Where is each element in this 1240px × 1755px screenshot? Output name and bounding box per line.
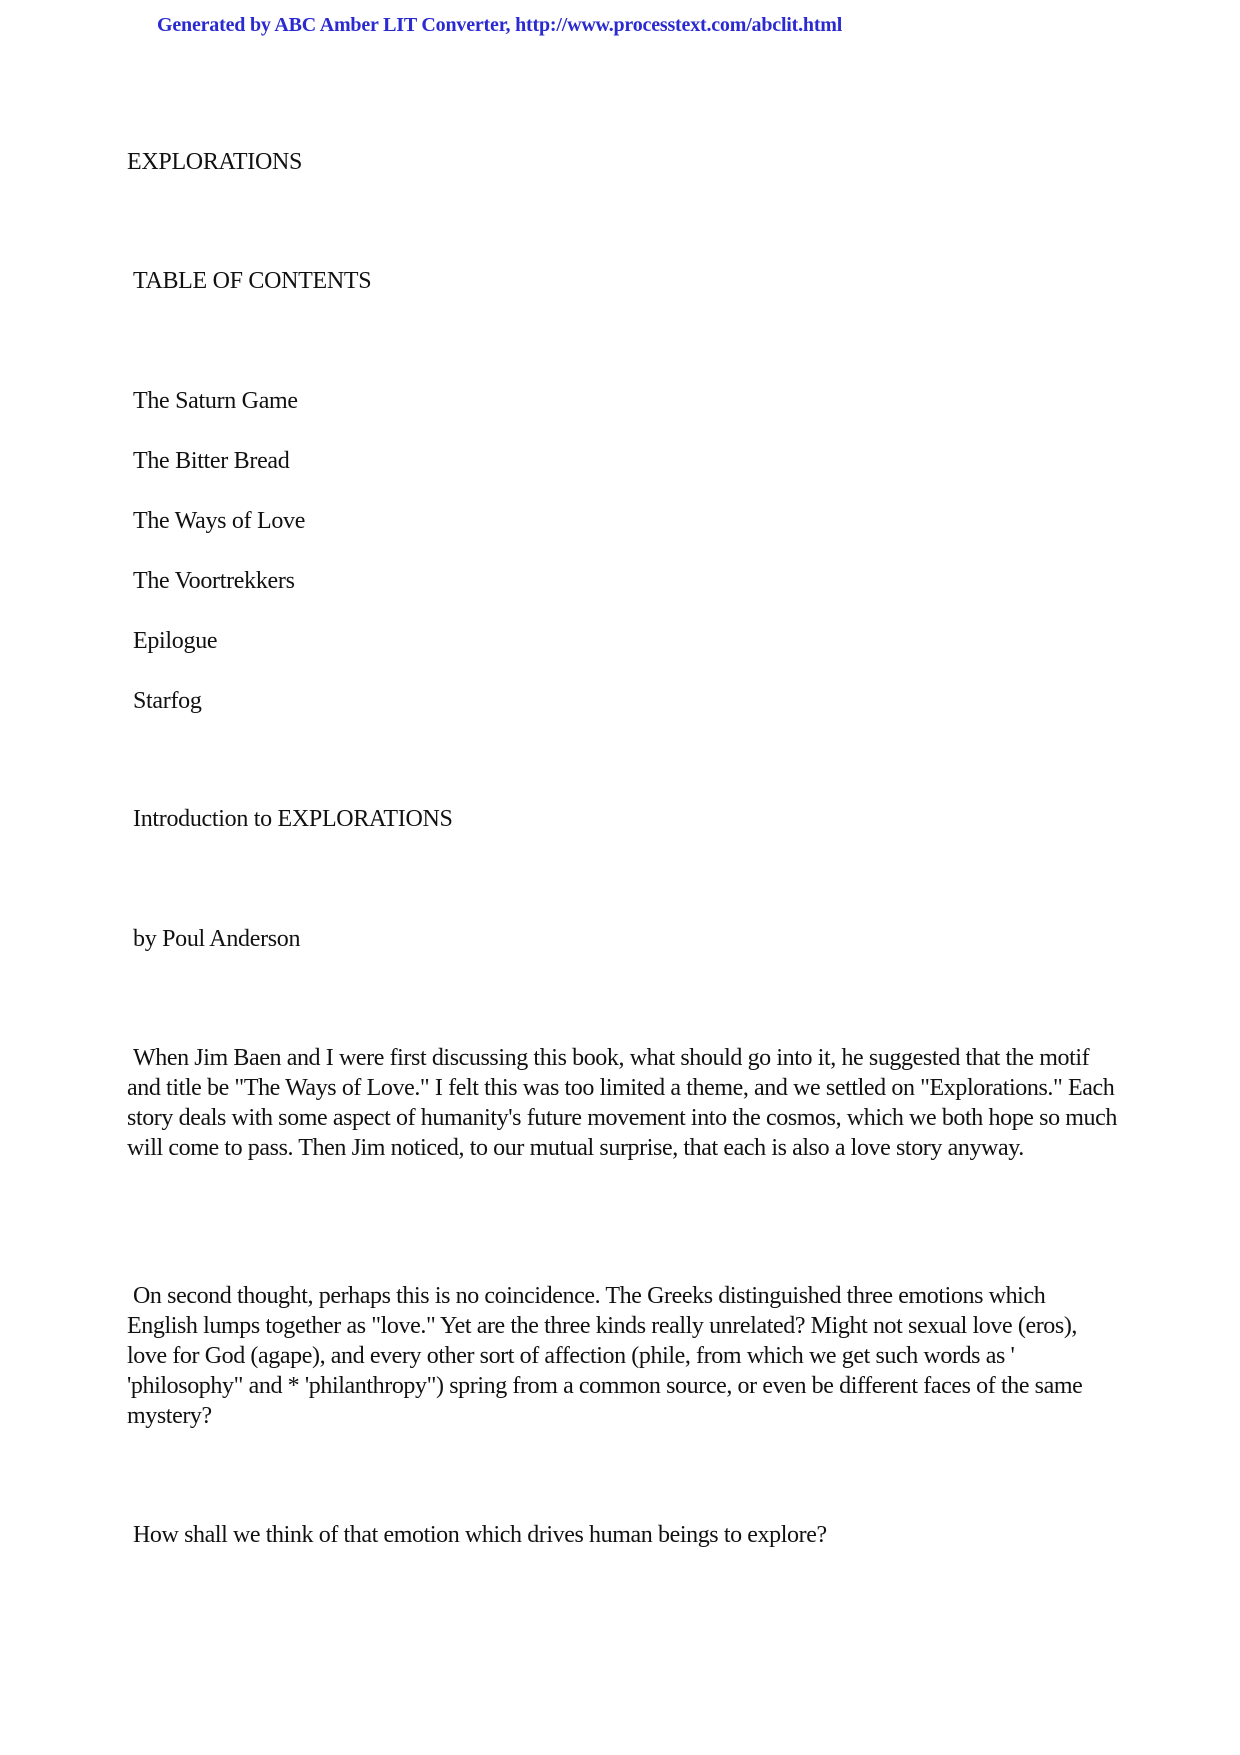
- book-title: EXPLORATIONS: [127, 149, 303, 175]
- intro-heading: Introduction to EXPLORATIONS: [133, 806, 453, 832]
- toc-item-starfog: Starfog: [133, 688, 202, 714]
- toc-item-saturn-game: The Saturn Game: [133, 388, 298, 414]
- toc-heading: TABLE OF CONTENTS: [133, 268, 372, 294]
- table-of-contents: [133, 386, 305, 746]
- body-paragraph: How shall we think of that emotion which drives human beings to explore?: [133, 1522, 827, 1548]
- body-paragraph: When Jim Baen and I were first discussing this book, what should go into it, he suggested that the motif and title be "The Ways of Love." I felt this was too limited a theme, and we settled on "Explorations." Each story deals with some aspect of humanity's future movement into the cosmos, which we both hope so much will come to pass. Then Jim noticed, to our mutual surprise, that each is also a love story anyway.: [127, 1045, 1118, 1161]
- body-paragraph: On second thought, perhaps this is no coincidence. The Greeks distinguished three emotions which English lumps together as "love." Yet are the three kinds really unrelated? Might not sexual love (eros), love for God (agape), and every other sort of affection (phile, from which we get such words as ' 'philosophy" and * 'philanthropy") spring from a common source, or even be different faces of the same mystery?: [127, 1283, 1083, 1429]
- toc-item-bitter-bread: The Bitter Bread: [133, 448, 290, 474]
- converter-header-link[interactable]: Generated by ABC Amber LIT Converter, http://www.processtext.com/abclit.html: [157, 14, 843, 36]
- author-byline: by Poul Anderson: [133, 926, 301, 952]
- toc-item-epilogue: Epilogue: [133, 628, 218, 654]
- toc-item-ways-of-love: The Ways of Love: [133, 508, 306, 534]
- toc-item-voortrekkers: The Voortrekkers: [133, 568, 295, 594]
